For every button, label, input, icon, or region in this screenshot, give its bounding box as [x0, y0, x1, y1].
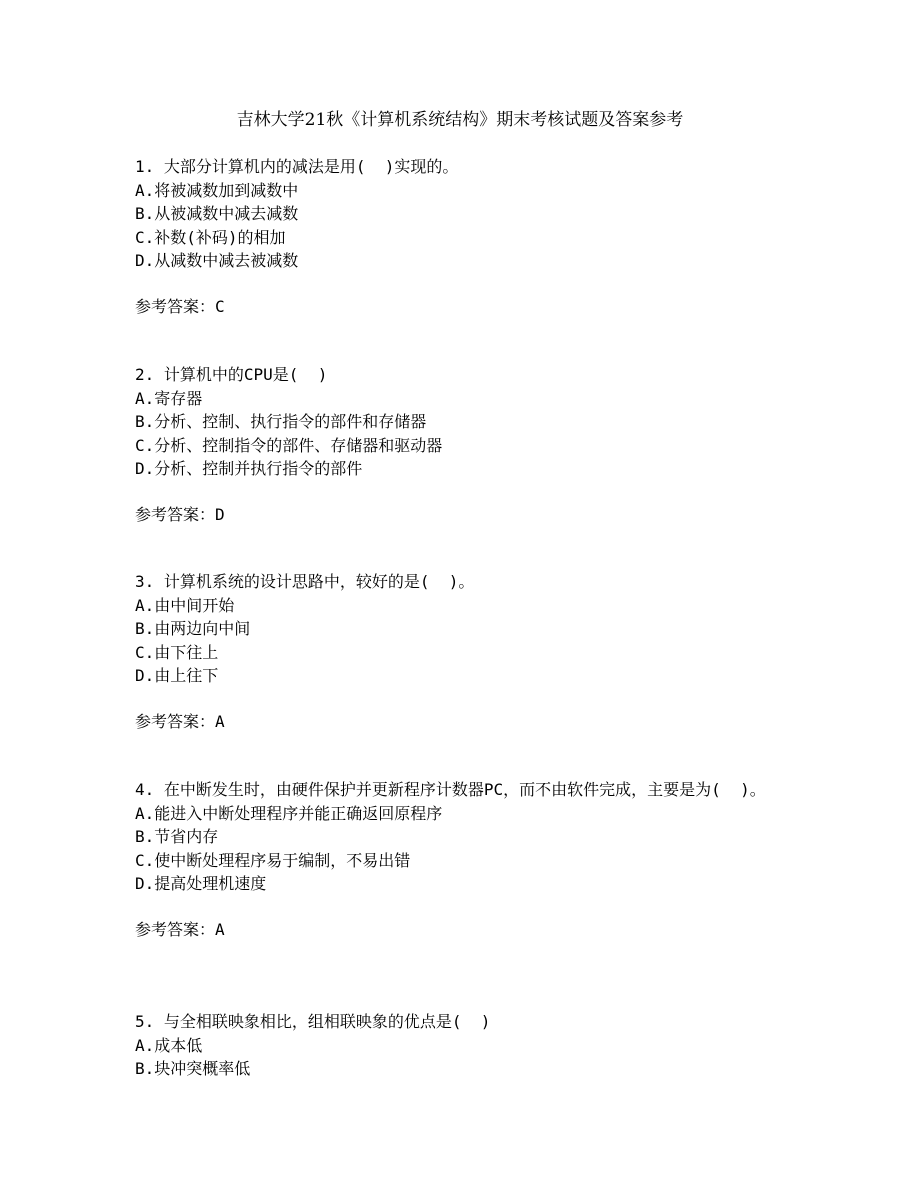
question-stem: 3. 计算机系统的设计思路中，较好的是( )。 [135, 572, 475, 591]
option-a: A.成本低 [135, 1035, 203, 1055]
option-d: D.由上往下 [135, 666, 219, 685]
option-b: B.从被减数中减去减数 [135, 204, 299, 223]
reference-answer: 参考答案：C [135, 296, 225, 316]
option-c: C.分析、控制指令的部件、存储器和驱动器 [135, 435, 443, 455]
question-stem: 2. 计算机中的CPU是( ) [135, 365, 328, 384]
reference-answer: 参考答案：D [135, 504, 225, 524]
option-a: A.寄存器 [135, 388, 203, 408]
option-b: B.块冲突概率低 [135, 1059, 251, 1078]
option-c: C.补数(补码)的相加 [135, 227, 286, 247]
reference-answer: 参考答案：A [135, 919, 225, 939]
option-d: D.分析、控制并执行指令的部件 [135, 459, 363, 478]
option-d: D.从减数中减去被减数 [135, 251, 299, 270]
question-stem: 1. 大部分计算机内的减法是用( )实现的。 [135, 157, 459, 176]
option-d: D.提高处理机速度 [135, 874, 267, 893]
option-a: A.能进入中断处理程序并能正确返回原程序 [135, 803, 443, 823]
question-stem: 4. 在中断发生时，由硬件保护并更新程序计数器PC，而不由软件完成，主要是为( )。 [135, 780, 766, 799]
option-b: B.分析、控制、执行指令的部件和存储器 [135, 412, 427, 431]
question-5 [135, 1010, 795, 1081]
document-title: 吉林大学21秋《计算机系统结构》期末考核试题及答案参考 [236, 110, 684, 130]
option-a: A.将被减数加到减数中 [135, 180, 299, 200]
reference-answer: 参考答案：A [135, 711, 225, 731]
option-c: C.使中断处理程序易于编制，不易出错 [135, 850, 411, 870]
option-c: C.由下往上 [135, 642, 219, 662]
option-b: B.由两边向中间 [135, 619, 251, 638]
question-4 [135, 778, 795, 941]
option-a: A.由中间开始 [135, 595, 235, 615]
question-3 [135, 570, 795, 733]
question-stem: 5. 与全相联映象相比，组相联映象的优点是( ) [135, 1012, 491, 1031]
question-2 [135, 363, 795, 526]
question-1 [135, 155, 795, 318]
option-b: B.节省内存 [135, 827, 219, 846]
